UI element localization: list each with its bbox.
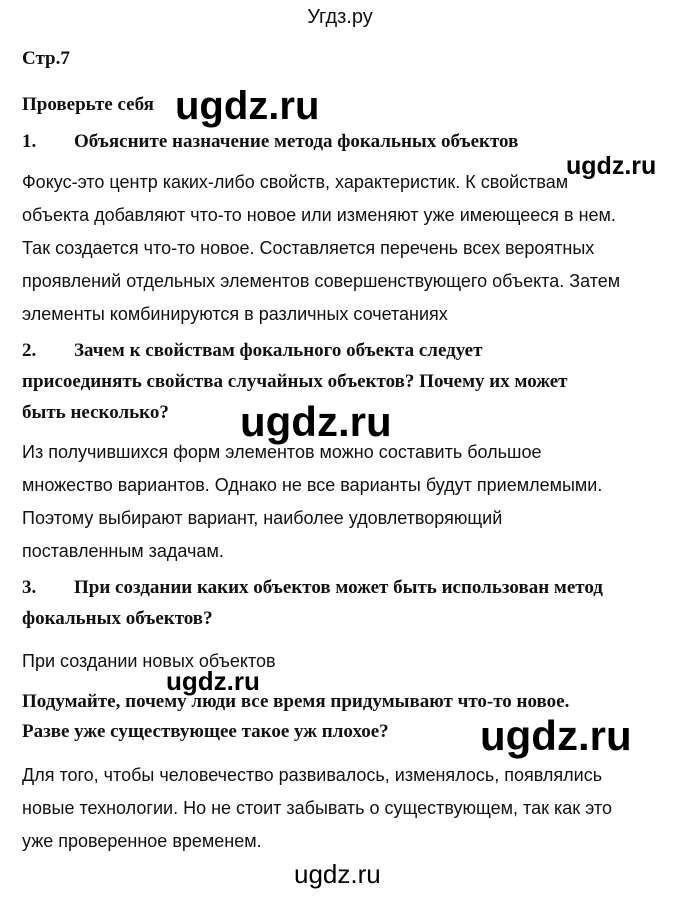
page-label: Стр.7 (22, 48, 70, 69)
question-3-title-line: фокальных объектов? (22, 608, 213, 629)
think-title-line: Подумайте, почему люди все время придумывают что-то новое. (22, 691, 570, 712)
think-answer-line: уже проверенное временем. (22, 831, 262, 851)
answer-1-line: элементы комбинируются в различных сочетаниях (22, 304, 448, 324)
site-header: Угдз.ру (307, 6, 373, 28)
question-3-number: 3. (22, 577, 37, 598)
watermark: ugdz.ru (240, 398, 392, 445)
question-2-title-line: быть несколько? (22, 402, 169, 423)
question-1-number: 1. (22, 131, 37, 152)
answer-2-line: Из получившихся форм элементов можно составить большое (22, 442, 542, 462)
think-answer-line: Для того, чтобы человечество развивалось, изменялось, появлялись (22, 765, 603, 785)
answer-2-line: множество вариантов. Однако не все варианты будут приемлемыми. (22, 475, 603, 495)
watermark: ugdz.ru (480, 712, 632, 759)
question-1-title (22, 131, 518, 153)
watermark: ugdz.ru (175, 84, 320, 128)
question-3-title-line: При создании каких объектов может быть использован метод (74, 577, 603, 598)
answer-1-line: Так создается что-то новое. Составляется перечень всех вероятных (22, 238, 595, 258)
answer-2 (22, 436, 602, 568)
think-answer (22, 759, 612, 858)
answer-1-line: проявлений отдельных элементов совершенствующего объекта. Затем (22, 271, 621, 291)
question-2-number: 2. (22, 340, 37, 361)
question-3-title (22, 577, 603, 599)
section-title: Проверьте себя (22, 94, 154, 115)
answer-2-line: поставленным задачам. (22, 541, 224, 561)
watermark: ugdz.ru (566, 152, 657, 180)
question-2-title-line: присоединять свойства случайных объектов? Почему их может (22, 371, 568, 392)
think-answer-line: новые технологии. Но не стоит забывать о существующем, так как это (22, 798, 612, 818)
answer-3-line: При создании новых объектов (22, 651, 276, 671)
answer-1-line: объекта добавляют что-то новое или изменяют уже имеющееся в нем. (22, 205, 616, 225)
question-1-title-line: Объясните назначение метода фокальных объектов (74, 131, 519, 152)
answer-1-line: Фокус-это центр каких-либо свойств, характеристик. К свойствам (22, 172, 569, 192)
watermark: ugdz.ru (294, 859, 381, 889)
think-title-line: Разве уже существующее такое уж плохое? (22, 721, 389, 742)
watermark: ugdz.ru (166, 666, 260, 696)
answer-1 (22, 166, 620, 331)
answer-2-line: Поэтому выбирают вариант, наиболее удовлетворяющий (22, 508, 503, 528)
question-2-title (22, 340, 482, 362)
question-2-title-line: Зачем к свойствам фокального объекта следует (74, 340, 483, 361)
